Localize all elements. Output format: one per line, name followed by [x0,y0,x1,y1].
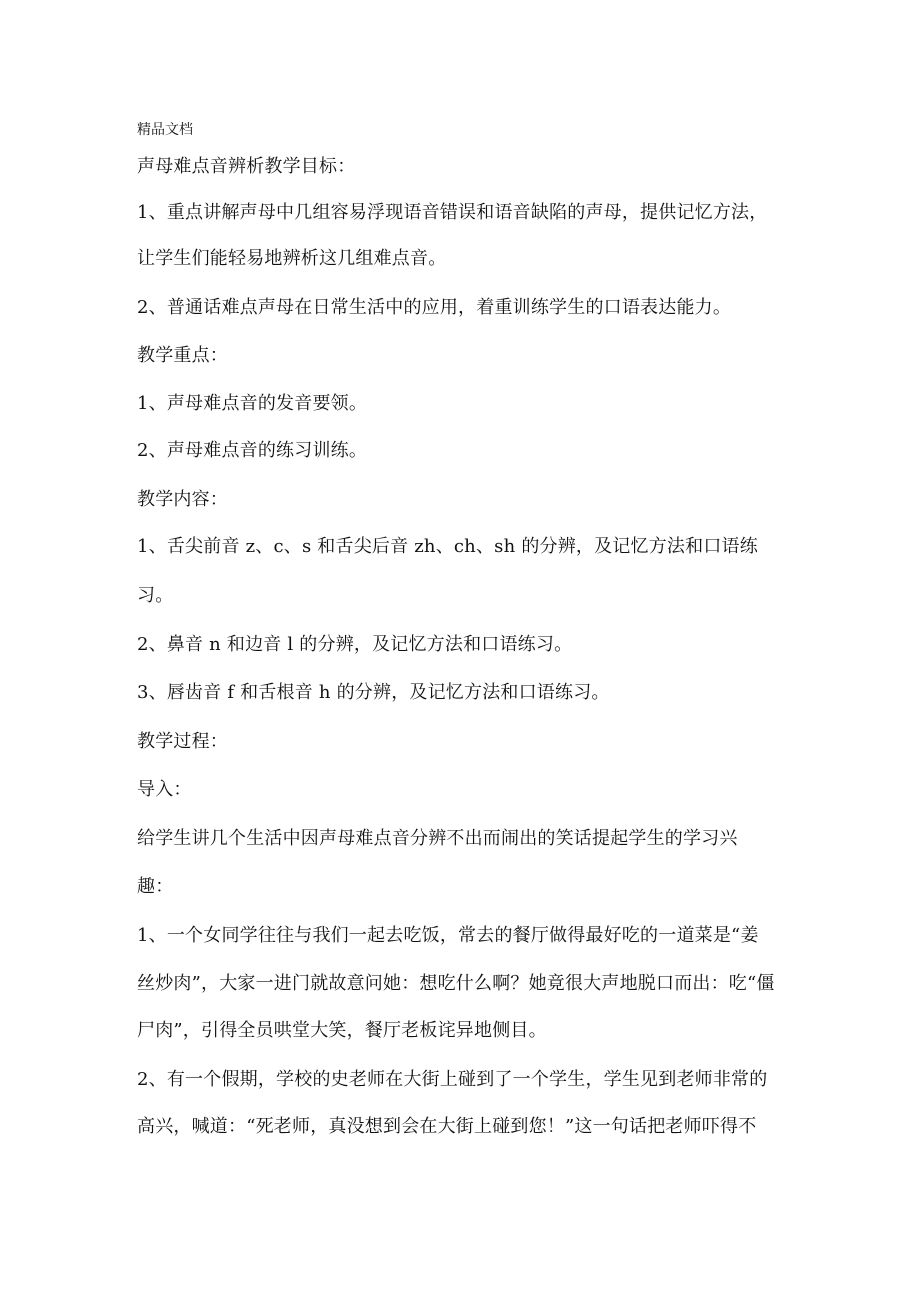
paragraph-line: 1、舌尖前音 z、c、s 和舌尖后音 zh、ch、sh 的分辨，及记忆方法和口语练 [137,536,758,557]
paragraph-line: 2、声母难点音的练习训练。 [137,440,368,461]
paragraph-line: 2、普通话难点声母在日常生活中的应用，着重训练学生的口语表达能力。 [137,297,732,318]
paragraph-line: 2、鼻音 n 和边音 l 的分辨，及记忆方法和口语练习。 [137,634,573,655]
section-title-key-points: 教学重点： [137,345,228,366]
paragraph-line: 1、重点讲解声母中几组容易浮现语音错误和语音缺陷的声母，提供记忆方法， [137,202,768,223]
section-title-process: 教学过程： [137,731,228,752]
section-title-content: 教学内容： [137,489,228,510]
section-title-objectives: 声母难点音辨析教学目标： [137,156,356,177]
paragraph-line: 3、唇齿音 f 和舌根音 h 的分辨，及记忆方法和口语练习。 [137,682,610,703]
paragraph-line: 2、有一个假期，学校的史老师在大街上碰到了一个学生，学生见到老师非常的 [137,1069,768,1090]
paragraph-line: 1、一个女同学往往与我们一起去吃饭，常去的餐厅做得最好吃的一道菜是“姜 [137,925,759,946]
paragraph-line: 高兴，喊道：“死老师，真没想到会在大街上碰到您！”这一句话把老师吓得不 [137,1116,757,1137]
section-subtitle-intro: 导入： [137,779,192,800]
document-header: 精品文档 [137,122,193,138]
paragraph-line: 尸肉”，引得全员哄堂大笑，餐厅老板诧异地侧目。 [137,1020,547,1041]
paragraph-line: 让学生们能轻易地辨析这几组难点音。 [137,248,447,269]
paragraph-line: 给学生讲几个生活中因声母难点音分辨不出而闹出的笑话提起学生的学习兴 [137,828,738,849]
paragraph-line: 习。 [137,585,174,606]
paragraph-line: 趣： [137,876,174,897]
paragraph-line: 1、声母难点音的发音要领。 [137,393,368,414]
paragraph-line: 丝炒肉”，大家一进门就故意问她：想吃什么啊？她竟很大声地脱口而出：吃“僵 [137,973,775,994]
